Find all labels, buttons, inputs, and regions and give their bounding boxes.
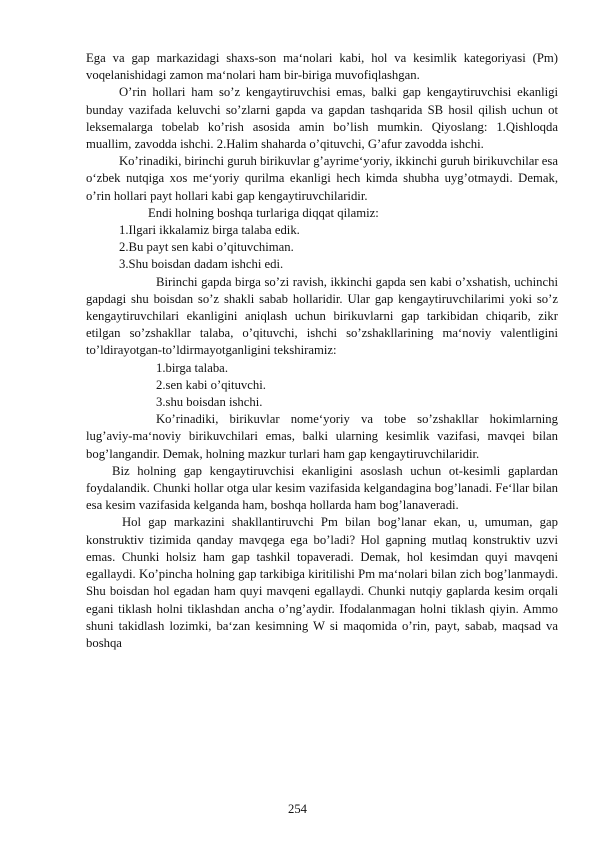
list-item: 1.birga talaba. <box>156 360 228 375</box>
paragraph-4: Endi holning boshqa turlariga diqqat qilamiz: <box>148 205 379 220</box>
paragraph-7: Biz holning gap kengaytiruvchisi ekanligini asoslash uchun ot-kesimli gaplardan foydalandik. Chunki hollar otga ular kesim vazifasida kelgandagina bog’lanadi. Fe‘llar bilan esa kesim vazifasida kelganda ham, boshqa hollarda ham bog’lanaveradi. <box>86 463 558 513</box>
paragraph-5: Birinchi gapda birga so’zi ravish, ikkinchi gapda sen kabi o’xshatish, uchinchi gapdagi shu boisdan so’z shakli sabab hollaridir. Ular gap kengaytiruvchilarimi yoki so’z kengaytiruvchilari ekanligini aniqlash uchun birikuvlarni gap tarkibidan chiqarib, zikr etilgan so’zshakllar talaba, o’qituvchi, ishchi so’zshakllarining ma‘noviy valentligini to’ldirayotgan-to’ldirmayotganligini tekshiramiz: <box>86 274 558 358</box>
list-item: 3.shu boisdan ishchi. <box>156 395 263 410</box>
list-item: 1.Ilgari ikkalamiz birga talaba edik. <box>119 223 300 238</box>
paragraph-3: Ko’rinadiki, birinchi guruh birikuvlar g’ayrime‘yoriy, ikkinchi guruh birikuvchilar esa o‘zbek nutqiga xos me‘yoriy qurilma ekanligi hech kimda shubha uyg’otmaydi. Demak, o’rin hollari payt hollari kabi gap kengaytiruvchilaridir. <box>86 154 558 203</box>
paragraph-1: Ega va gap markazidagi shaxs-son ma‘nolari kabi, hol va kesimlik kategoriyasi (Pm) voqelanishidagi zamon ma‘nolari ham bir-biriga muvofiqlashgan. <box>86 51 558 83</box>
example-list-1 <box>86 222 558 274</box>
paragraph-2: O’rin hollari ham so’z kengaytiruvchisi emas, balki gap kengaytiruvchisi ekanligi bunday vazifada keluvchi so’zlarni gapda va gapdan tashqarida SB hosil qilish uchun ot leksemalarga tobelab ko’rish asosida amin bo’lish mumkin. Qiyoslang: 1.Qishloqda muallim, zavodda ishchi. 2.Halim shaharda o’qituvchi, G’afur zavodda ishchi. <box>86 85 558 152</box>
list-item: 3.Shu boisdan dadam ishchi edi. <box>119 257 284 272</box>
paragraph-8: Hol gap markazini shakllantiruvchi Pm bilan bog’lanar ekan, u, umuman, gap konstruktiv tizimida qanday mavqega ega bo’ladi? Hol gapning mutlaq konstruktiv uzvi emas. Chunki holsiz ham gap tashkil topaveradi. Demak, hol kesimdan quyi mavqeni egallaydi. Ko’pincha holning gap tarkibiga kiritilishi Pm ma‘nolari bilan zich bog’lanmaydi. Shu boisdan hol egadan ham quyi mavqeni egallaydi. Chunki nutqiy gaplarda kesim orqali egani tiklash holni tiklashdan ancha o’ng’aydir. Ifodalanmagan holni tiklash qiyin. Ammo shuni takidlash lozimki, ba‘zan kesimning W si maqomida o’rin, payt, sabab, maqsad va boshqa <box>86 515 558 650</box>
list-item: 2.Bu payt sen kabi o’qituvchiman. <box>119 240 294 255</box>
document-page <box>86 50 558 652</box>
list-item: 2.sen kabi o’qituvchi. <box>156 377 266 392</box>
page-number: 254 <box>287 802 308 816</box>
example-list-2 <box>86 360 558 412</box>
paragraph-6: Ko’rinadiki, birikuvlar nome‘yoriy va tobe so’zshakllar hokimlarning lug’aviy-ma‘noviy birikuvchilari emas, balki ularning kesimlik vazifasi, mavqei bilan bog’langandir. Demak, holning mazkur turlari ham gap kengaytiruvchilaridir. <box>86 412 558 461</box>
